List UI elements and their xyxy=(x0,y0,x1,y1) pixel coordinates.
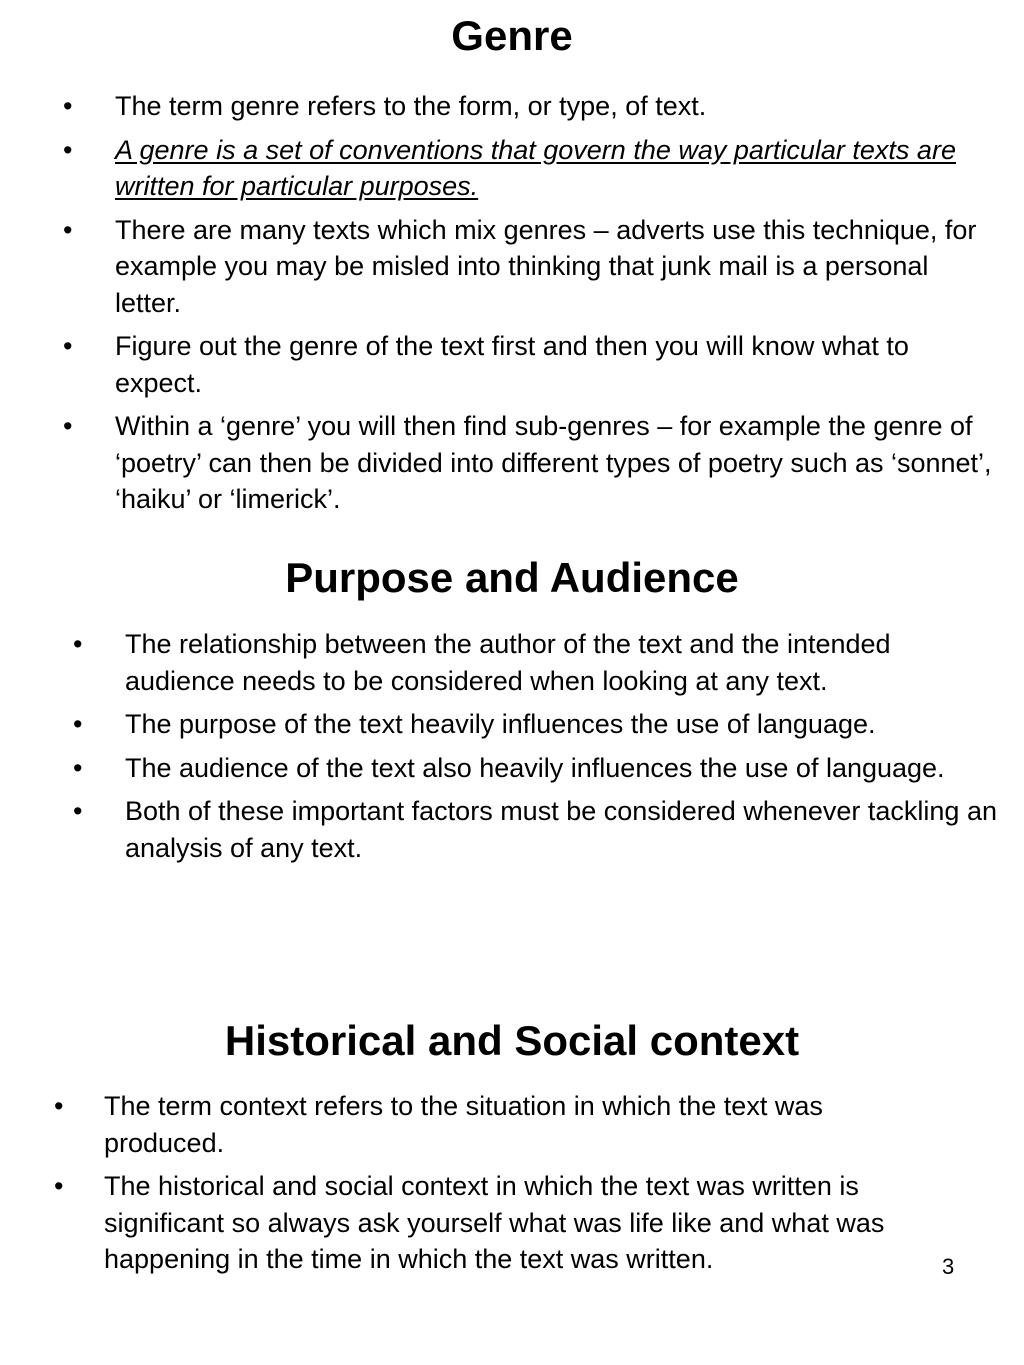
bullet-marker: • xyxy=(73,796,83,826)
bullet-marker: • xyxy=(73,629,83,659)
bullet-text: Within a ‘genre’ you will then find sub-genres – for example the genre of ‘poetry’ can then be divided into different types of poetry such as ‘sonnet’, ‘haiku’ or ‘limerick’. xyxy=(115,411,992,514)
genre-definition-text: A genre is a set of conventions that govern the way particular texts are written for particular purposes. xyxy=(115,134,956,201)
list-item xyxy=(63,328,995,401)
bullet-list-genre xyxy=(63,88,995,525)
bullet-marker: • xyxy=(63,214,73,245)
list-item xyxy=(73,750,1005,787)
bullet-marker: • xyxy=(54,1171,64,1201)
section-title-genre: Genre xyxy=(451,12,573,59)
list-item xyxy=(54,1168,934,1278)
page-number: 3 xyxy=(942,1254,955,1279)
bullet-marker: • xyxy=(63,91,73,121)
list-item xyxy=(73,626,1005,699)
bullet-marker: • xyxy=(73,709,83,739)
list-item xyxy=(73,793,1005,866)
bullet-text: The term genre refers to the form, or type, of text. xyxy=(115,91,707,121)
bullet-text: The historical and social context in which the text was written is significant so always ask yourself what was life like and what was happening in the time in which the text was written. xyxy=(104,1171,885,1274)
section-title-purpose-audience: Purpose and Audience xyxy=(285,554,739,601)
list-item xyxy=(63,132,995,205)
bullet-text: Figure out the genre of the text first and then you will know what to expect. xyxy=(115,331,909,398)
bullet-marker: • xyxy=(54,1091,64,1121)
bullet-list-purpose-audience xyxy=(73,626,1005,873)
bullet-text: Both of these important factors must be considered whenever tackling an analysis of any text. xyxy=(125,796,997,863)
list-item xyxy=(63,212,995,322)
bullet-marker: • xyxy=(63,411,73,441)
section-title-historical-social-context: Historical and Social context xyxy=(224,1017,800,1064)
list-item xyxy=(54,1088,934,1161)
list-item xyxy=(63,88,995,125)
list-item xyxy=(63,408,995,518)
bullet-text: The purpose of the text heavily influences the use of language. xyxy=(125,709,876,739)
bullet-marker: • xyxy=(63,134,73,165)
bullet-text: The term context refers to the situation in which the text was produced. xyxy=(104,1091,823,1158)
bullet-text: There are many texts which mix genres – adverts use this technique, for example you may be misled into thinking that junk mail is a personal letter. xyxy=(115,214,977,318)
bullet-marker: • xyxy=(73,752,83,783)
list-item xyxy=(73,706,1005,743)
bullet-text: The relationship between the author of the text and the intended audience needs to be considered when looking at any text. xyxy=(125,629,891,696)
bullet-list-historical-social-context xyxy=(54,1088,934,1285)
bullet-marker: • xyxy=(63,331,73,361)
bullet-text: The audience of the text also heavily influences the use of language. xyxy=(125,752,945,783)
